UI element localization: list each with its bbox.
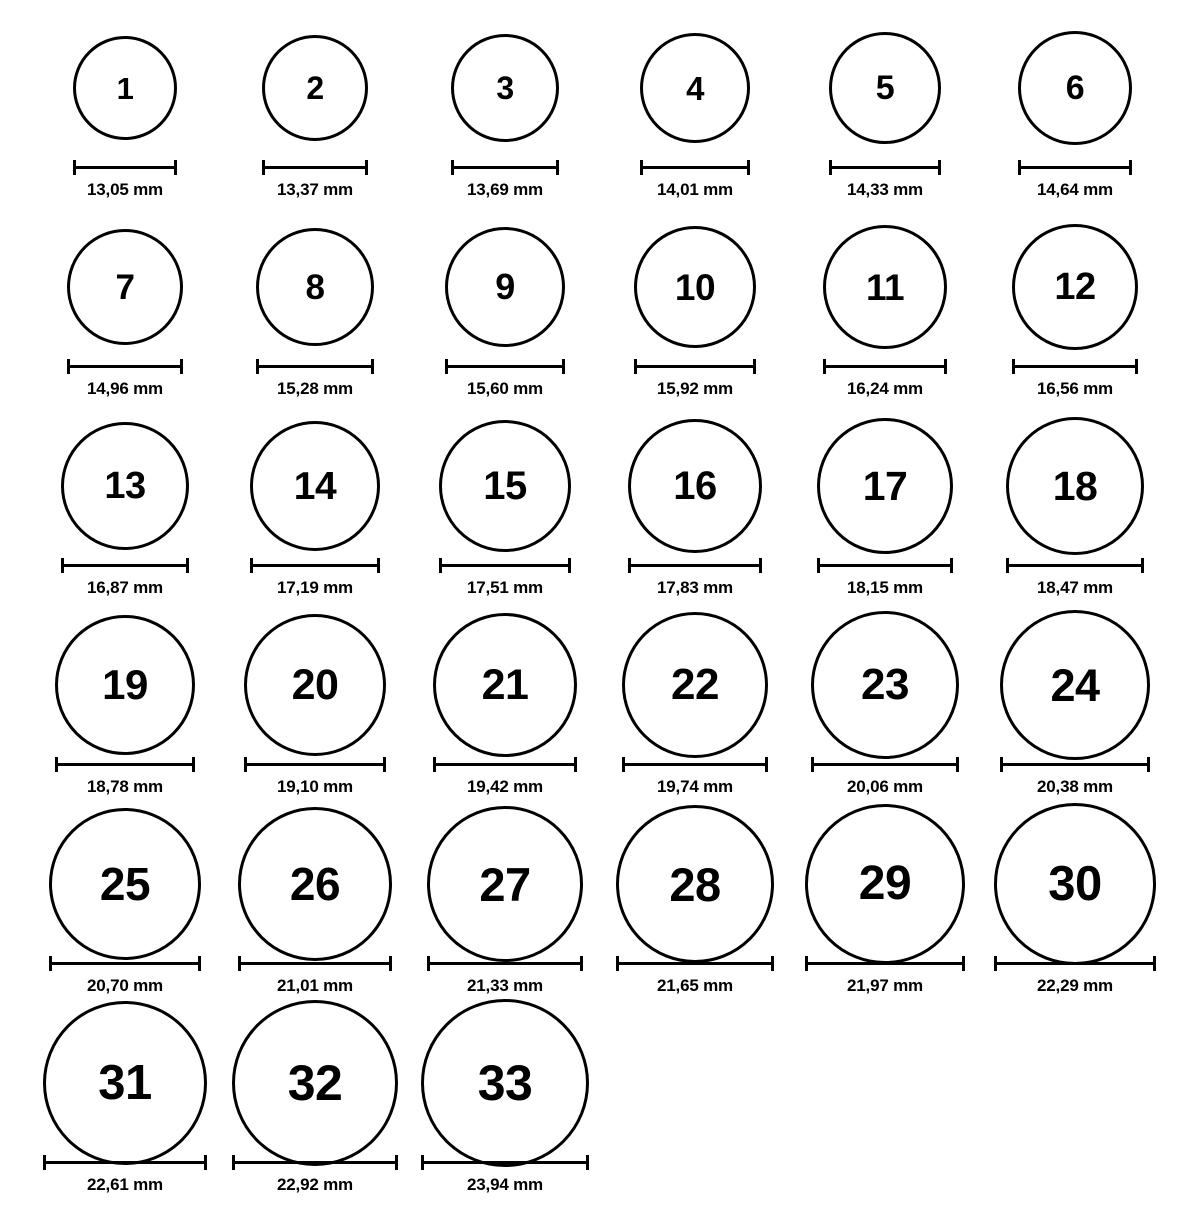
- diameter-label: 16,56 mm: [1037, 379, 1113, 398]
- diameter-label: 15,28 mm: [277, 379, 353, 398]
- ring-circle: [817, 418, 953, 554]
- ring-size-number: 31: [98, 1055, 152, 1110]
- ring-circle-wrap: [616, 814, 774, 954]
- ring-circle-wrap: [427, 814, 583, 954]
- measure-tick-right: [204, 1155, 207, 1170]
- ring-circle-wrap: [49, 814, 201, 954]
- measure-tick-right: [395, 1155, 398, 1170]
- ring-size-cell: [790, 615, 980, 814]
- ring-circle-wrap: [445, 217, 565, 357]
- ring-circle-wrap: [1012, 217, 1138, 357]
- diameter-label: 21,97 mm: [847, 976, 923, 995]
- ring-circle: [49, 808, 201, 960]
- ring-size-number: 2: [306, 70, 324, 106]
- diameter-label: 18,15 mm: [847, 578, 923, 597]
- ring-size-cell: [600, 217, 790, 416]
- ring-circle-wrap: [1018, 18, 1132, 158]
- measure-tick-right: [562, 359, 565, 374]
- ring-circle: [244, 614, 386, 756]
- measure-tick-left: [622, 757, 625, 772]
- ring-size-number: 13: [104, 465, 146, 507]
- ring-size-cell: [410, 217, 600, 416]
- ring-size-number: 29: [858, 857, 912, 910]
- measure-tick-left: [232, 1155, 235, 1170]
- ring-size-cell: [790, 18, 980, 217]
- measure-line: [67, 365, 183, 368]
- ring-size-number: 7: [115, 267, 135, 307]
- measure-line: [445, 365, 565, 368]
- ring-circle-wrap: [256, 217, 374, 357]
- ring-size-cell: [30, 615, 220, 814]
- ring-size-cell: [980, 416, 1170, 615]
- diameter-label: 14,96 mm: [87, 379, 163, 398]
- ring-circle: [421, 999, 589, 1167]
- measure-tick-left: [73, 160, 76, 175]
- measure-tick-left: [67, 359, 70, 374]
- diameter-label: 13,05 mm: [87, 180, 163, 199]
- measure-line: [232, 1161, 398, 1164]
- ring-circle-wrap: [244, 615, 386, 755]
- measure-line: [829, 166, 941, 169]
- diameter-measure-bar: [805, 956, 965, 970]
- measure-tick-left: [1006, 558, 1009, 573]
- diameter-measure-bar: [61, 558, 189, 572]
- diameter-label: 19,10 mm: [277, 777, 353, 796]
- ring-size-number: 19: [102, 661, 148, 708]
- measure-tick-right: [383, 757, 386, 772]
- measure-tick-right: [365, 160, 368, 175]
- ring-size-cell: [600, 18, 790, 217]
- ring-circle: [1012, 224, 1138, 350]
- ring-circle-wrap: [232, 1013, 398, 1153]
- ring-circle: [1000, 610, 1150, 760]
- ring-circle: [250, 421, 380, 551]
- measure-line: [439, 564, 571, 567]
- measure-line: [640, 166, 750, 169]
- ring-size-number: 14: [293, 464, 337, 508]
- diameter-measure-bar: [445, 359, 565, 373]
- diameter-label: 23,94 mm: [467, 1175, 543, 1194]
- measure-tick-right: [1141, 558, 1144, 573]
- ring-size-number: 11: [865, 266, 905, 308]
- ring-size-cell: [790, 416, 980, 615]
- ring-size-cell: [600, 615, 790, 814]
- diameter-label: 15,60 mm: [467, 379, 543, 398]
- ring-circle: [262, 35, 368, 141]
- diameter-measure-bar: [994, 956, 1156, 970]
- diameter-measure-bar: [823, 359, 947, 373]
- diameter-label: 16,87 mm: [87, 578, 163, 597]
- ring-circle: [805, 804, 965, 964]
- measure-tick-right: [174, 160, 177, 175]
- ring-circle: [238, 807, 392, 961]
- ring-circle: [640, 33, 750, 143]
- ring-size-number: 28: [669, 857, 721, 911]
- measure-tick-left: [61, 558, 64, 573]
- diameter-label: 21,65 mm: [657, 976, 733, 995]
- ring-size-number: 18: [1052, 462, 1098, 509]
- ring-size-cell: [30, 416, 220, 615]
- ring-size-number: 8: [305, 267, 325, 307]
- ring-size-number: 25: [99, 858, 151, 910]
- diameter-measure-bar: [433, 757, 577, 771]
- measure-tick-right: [389, 956, 392, 971]
- measure-line: [427, 962, 583, 965]
- ring-size-number: 15: [483, 464, 527, 508]
- ring-circle: [829, 32, 941, 144]
- measure-line: [61, 564, 189, 567]
- measure-tick-left: [439, 558, 442, 573]
- measure-tick-right: [765, 757, 768, 772]
- ring-size-cell: [600, 416, 790, 615]
- measure-tick-right: [586, 1155, 589, 1170]
- measure-tick-left: [634, 359, 637, 374]
- ring-circle: [67, 229, 183, 345]
- ring-circle: [445, 227, 565, 347]
- measure-tick-right: [180, 359, 183, 374]
- diameter-label: 22,92 mm: [277, 1175, 353, 1194]
- ring-circle-wrap: [67, 217, 183, 357]
- measure-line: [55, 763, 195, 766]
- measure-tick-left: [829, 160, 832, 175]
- diameter-measure-bar: [427, 956, 583, 970]
- ring-size-grid: [0, 18, 1200, 1212]
- diameter-label: 13,37 mm: [277, 180, 353, 199]
- ring-size-number: 27: [479, 857, 531, 911]
- ring-size-number: 10: [674, 266, 716, 308]
- diameter-label: 21,33 mm: [467, 976, 543, 995]
- measure-line: [262, 166, 368, 169]
- measure-line: [43, 1161, 207, 1164]
- diameter-measure-bar: [1018, 160, 1132, 174]
- diameter-measure-bar: [628, 558, 762, 572]
- ring-circle: [439, 420, 571, 552]
- ring-circle-wrap: [238, 814, 392, 954]
- measure-tick-left: [262, 160, 265, 175]
- measure-tick-left: [628, 558, 631, 573]
- ring-circle-wrap: [994, 814, 1156, 954]
- diameter-measure-bar: [49, 956, 201, 970]
- measure-line: [1006, 564, 1144, 567]
- diameter-label: 17,19 mm: [277, 578, 353, 597]
- measure-tick-left: [244, 757, 247, 772]
- measure-tick-right: [747, 160, 750, 175]
- diameter-measure-bar: [250, 558, 380, 572]
- ring-size-cell: [410, 416, 600, 615]
- ring-circle-wrap: [829, 18, 941, 158]
- ring-size-number: 30: [1048, 856, 1102, 911]
- measure-tick-left: [640, 160, 643, 175]
- measure-tick-right: [1153, 956, 1156, 971]
- ring-circle: [1006, 417, 1144, 555]
- ring-size-cell: [980, 814, 1170, 1013]
- diameter-measure-bar: [1012, 359, 1138, 373]
- measure-line: [994, 962, 1156, 965]
- measure-tick-right: [753, 359, 756, 374]
- diameter-measure-bar: [817, 558, 953, 572]
- ring-circle: [451, 34, 559, 142]
- ring-size-cell: [30, 18, 220, 217]
- measure-tick-right: [377, 558, 380, 573]
- ring-size-cell: [790, 217, 980, 416]
- measure-tick-left: [1012, 359, 1015, 374]
- measure-tick-left: [250, 558, 253, 573]
- diameter-label: 18,47 mm: [1037, 578, 1113, 597]
- ring-size-number: 6: [1065, 69, 1085, 107]
- ring-size-cell: [220, 1013, 410, 1212]
- ring-circle: [628, 419, 762, 553]
- diameter-label: 22,61 mm: [87, 1175, 163, 1194]
- ring-size-number: 24: [1050, 659, 1100, 711]
- diameter-measure-bar: [622, 757, 768, 771]
- ring-circle: [1018, 31, 1132, 145]
- measure-tick-right: [1135, 359, 1138, 374]
- measure-tick-left: [823, 359, 826, 374]
- ring-circle: [811, 611, 959, 759]
- measure-line: [451, 166, 559, 169]
- diameter-measure-bar: [451, 160, 559, 174]
- ring-circle-wrap: [439, 416, 571, 556]
- measure-line: [238, 962, 392, 965]
- ring-size-cell: [30, 814, 220, 1013]
- ring-circle-wrap: [817, 416, 953, 556]
- ring-size-number: 20: [291, 660, 339, 709]
- measure-tick-right: [371, 359, 374, 374]
- ring-size-cell: [980, 217, 1170, 416]
- ring-circle-wrap: [622, 615, 768, 755]
- diameter-measure-bar: [439, 558, 571, 572]
- ring-size-number: 9: [495, 266, 515, 307]
- diameter-measure-bar: [244, 757, 386, 771]
- ring-size-cell: [790, 814, 980, 1013]
- ring-circle-wrap: [262, 18, 368, 158]
- measure-line: [433, 763, 577, 766]
- ring-circle-wrap: [640, 18, 750, 158]
- ring-circle: [622, 612, 768, 758]
- ring-circle-wrap: [421, 1013, 589, 1153]
- ring-circle-wrap: [628, 416, 762, 556]
- measure-tick-left: [49, 956, 52, 971]
- diameter-label: 17,83 mm: [657, 578, 733, 597]
- ring-size-cell: [30, 217, 220, 416]
- ring-circle: [994, 803, 1156, 965]
- diameter-measure-bar: [1000, 757, 1150, 771]
- measure-line: [421, 1161, 589, 1164]
- measure-tick-right: [759, 558, 762, 573]
- measure-line: [805, 962, 965, 965]
- diameter-measure-bar: [262, 160, 368, 174]
- ring-size-number: 21: [481, 660, 529, 709]
- ring-size-cell: [410, 814, 600, 1013]
- ring-circle-wrap: [634, 217, 756, 357]
- diameter-measure-bar: [238, 956, 392, 970]
- measure-tick-left: [994, 956, 997, 971]
- measure-tick-right: [1129, 160, 1132, 175]
- measure-line: [634, 365, 756, 368]
- measure-tick-right: [192, 757, 195, 772]
- measure-tick-left: [1018, 160, 1021, 175]
- measure-tick-left: [238, 956, 241, 971]
- ring-size-number: 17: [862, 462, 908, 509]
- ring-circle-wrap: [811, 615, 959, 755]
- diameter-measure-bar: [256, 359, 374, 373]
- ring-size-number: 22: [671, 660, 719, 709]
- measure-line: [622, 763, 768, 766]
- measure-tick-left: [256, 359, 259, 374]
- measure-line: [256, 365, 374, 368]
- ring-circle: [73, 36, 177, 140]
- measure-line: [244, 763, 386, 766]
- ring-size-number: 3: [496, 70, 514, 106]
- ring-size-cell: [410, 615, 600, 814]
- measure-tick-left: [445, 359, 448, 374]
- ring-circle-wrap: [805, 814, 965, 954]
- ring-circle-wrap: [55, 615, 195, 755]
- measure-tick-right: [944, 359, 947, 374]
- diameter-label: 17,51 mm: [467, 578, 543, 597]
- diameter-label: 16,24 mm: [847, 379, 923, 398]
- diameter-measure-bar: [43, 1155, 207, 1169]
- ring-size-number: 16: [673, 464, 717, 508]
- diameter-measure-bar: [829, 160, 941, 174]
- ring-circle-wrap: [1006, 416, 1144, 556]
- ring-size-number: 12: [1054, 266, 1096, 308]
- ring-size-cell: [30, 1013, 220, 1212]
- diameter-measure-bar: [616, 956, 774, 970]
- ring-size-number: 5: [875, 69, 895, 107]
- ring-circle-wrap: [43, 1013, 207, 1153]
- diameter-measure-bar: [421, 1155, 589, 1169]
- diameter-label: 19,74 mm: [657, 777, 733, 796]
- ring-circle: [634, 226, 756, 348]
- diameter-label: 18,78 mm: [87, 777, 163, 796]
- ring-circle: [433, 613, 577, 757]
- diameter-measure-bar: [811, 757, 959, 771]
- measure-tick-left: [433, 757, 436, 772]
- ring-size-cell: [410, 18, 600, 217]
- diameter-label: 22,29 mm: [1037, 976, 1113, 995]
- ring-circle-wrap: [61, 416, 189, 556]
- measure-tick-right: [198, 956, 201, 971]
- diameter-measure-bar: [55, 757, 195, 771]
- ring-size-number: 23: [861, 660, 909, 709]
- measure-tick-left: [805, 956, 808, 971]
- measure-tick-left: [427, 956, 430, 971]
- measure-line: [1018, 166, 1132, 169]
- measure-tick-right: [568, 558, 571, 573]
- ring-size-cell: [220, 18, 410, 217]
- ring-circle-wrap: [1000, 615, 1150, 755]
- measure-line: [823, 365, 947, 368]
- ring-size-cell: [980, 615, 1170, 814]
- ring-size-number: 4: [686, 69, 704, 107]
- measure-tick-right: [1147, 757, 1150, 772]
- diameter-measure-bar: [634, 359, 756, 373]
- ring-size-cell: [220, 814, 410, 1013]
- measure-tick-right: [956, 757, 959, 772]
- diameter-measure-bar: [73, 160, 177, 174]
- measure-tick-left: [55, 757, 58, 772]
- diameter-measure-bar: [640, 160, 750, 174]
- ring-circle-wrap: [451, 18, 559, 158]
- diameter-label: 13,69 mm: [467, 180, 543, 199]
- ring-size-number: 26: [289, 858, 341, 910]
- measure-tick-right: [950, 558, 953, 573]
- measure-tick-right: [556, 160, 559, 175]
- ring-size-number: 1: [116, 70, 134, 106]
- ring-size-cell: [980, 18, 1170, 217]
- measure-tick-right: [574, 757, 577, 772]
- measure-line: [1000, 763, 1150, 766]
- diameter-label: 14,33 mm: [847, 180, 923, 199]
- measure-tick-left: [811, 757, 814, 772]
- ring-circle: [616, 805, 774, 963]
- measure-line: [1012, 365, 1138, 368]
- ring-circle-wrap: [433, 615, 577, 755]
- measure-tick-right: [186, 558, 189, 573]
- diameter-label: 20,70 mm: [87, 976, 163, 995]
- ring-size-cell: [220, 416, 410, 615]
- diameter-label: 20,06 mm: [847, 777, 923, 796]
- ring-circle: [55, 615, 195, 755]
- ring-size-cell: [220, 217, 410, 416]
- measure-tick-left: [616, 956, 619, 971]
- measure-tick-left: [451, 160, 454, 175]
- measure-line: [811, 763, 959, 766]
- ring-circle: [43, 1001, 207, 1165]
- measure-line: [73, 166, 177, 169]
- measure-tick-left: [43, 1155, 46, 1170]
- diameter-label: 14,64 mm: [1037, 180, 1113, 199]
- diameter-measure-bar: [232, 1155, 398, 1169]
- ring-circle: [427, 806, 583, 962]
- ring-circle-wrap: [250, 416, 380, 556]
- measure-tick-right: [938, 160, 941, 175]
- measure-tick-right: [580, 956, 583, 971]
- ring-circle-wrap: [823, 217, 947, 357]
- ring-circle: [61, 422, 189, 550]
- ring-size-cell: [410, 1013, 600, 1212]
- ring-size-cell: [220, 615, 410, 814]
- measure-line: [616, 962, 774, 965]
- measure-line: [817, 564, 953, 567]
- diameter-measure-bar: [67, 359, 183, 373]
- measure-line: [49, 962, 201, 965]
- measure-tick-right: [962, 956, 965, 971]
- ring-circle-wrap: [73, 18, 177, 158]
- measure-tick-left: [817, 558, 820, 573]
- ring-size-number: 32: [287, 1055, 343, 1111]
- diameter-measure-bar: [1006, 558, 1144, 572]
- ring-circle: [256, 228, 374, 346]
- diameter-label: 14,01 mm: [657, 180, 733, 199]
- diameter-label: 19,42 mm: [467, 777, 543, 796]
- diameter-label: 21,01 mm: [277, 976, 353, 995]
- measure-tick-right: [771, 956, 774, 971]
- ring-size-cell: [600, 814, 790, 1013]
- measure-line: [250, 564, 380, 567]
- measure-tick-left: [1000, 757, 1003, 772]
- ring-circle: [232, 1000, 398, 1166]
- measure-line: [628, 564, 762, 567]
- ring-circle: [823, 225, 947, 349]
- diameter-label: 20,38 mm: [1037, 777, 1113, 796]
- ring-size-number: 33: [477, 1055, 533, 1111]
- diameter-label: 15,92 mm: [657, 379, 733, 398]
- measure-tick-left: [421, 1155, 424, 1170]
